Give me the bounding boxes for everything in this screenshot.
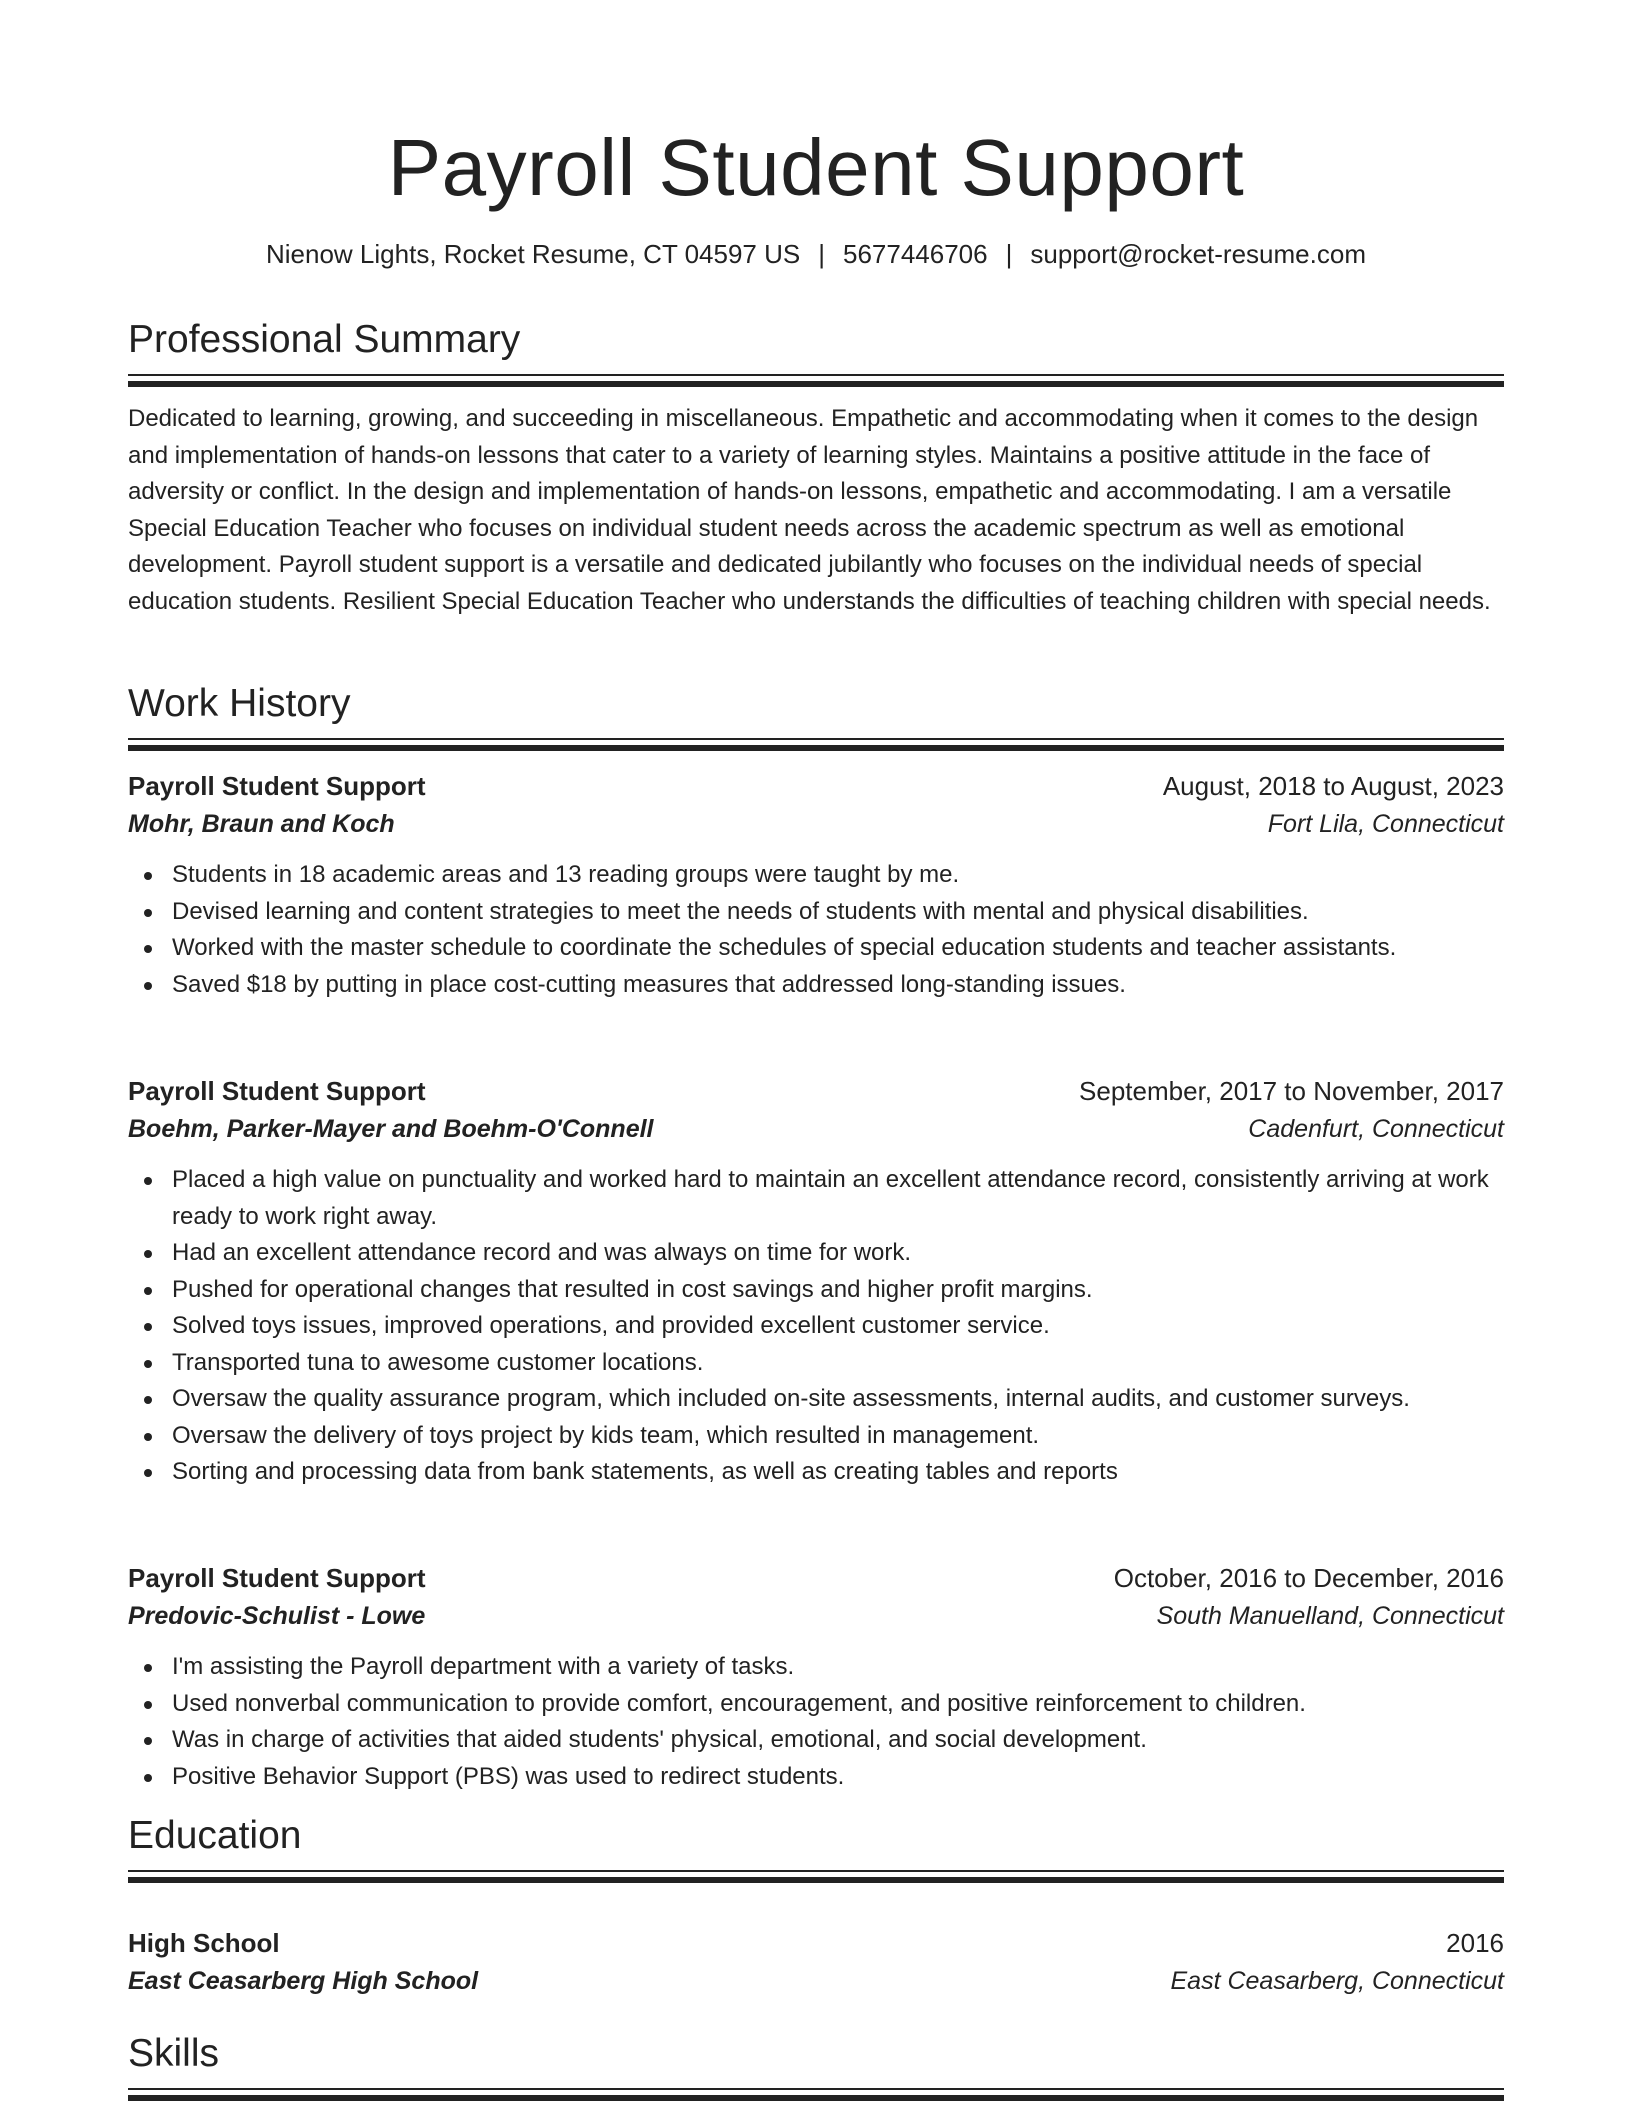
education-school-row <box>128 1962 1504 2000</box>
contact-separator: | <box>818 239 825 269</box>
education-year: 2016 <box>1446 1928 1504 1958</box>
skills-section <box>128 2030 1504 2101</box>
section-rule-thick <box>128 381 1504 387</box>
section-rule <box>128 2088 1504 2090</box>
section-title-education: Education <box>128 1814 302 1857</box>
contact-separator: | <box>1005 239 1013 269</box>
job-bullet: I'm assisting the Payroll department with a variety of tasks. <box>172 1649 1504 1686</box>
job-bullet-list <box>128 1162 1504 1491</box>
work-history-section <box>128 680 1504 751</box>
job-bullet: Sorting and processing data from bank statements, as well as creating tables and reports <box>172 1454 1504 1491</box>
job-bullet: Transported tuna to awesome customer locations. <box>172 1345 1504 1382</box>
contact-email: support@rocket-resume.com <box>1030 239 1366 269</box>
job-bullet: Placed a high value on punctuality and worked hard to maintain an excellent attendance record, consistently arriving at work ready to work right away. <box>172 1162 1504 1235</box>
section-rule <box>128 1870 1504 1872</box>
education-entry <box>128 1924 1504 2000</box>
section-title-skills: Skills <box>128 2032 220 2075</box>
education-header-row <box>128 1924 1504 1962</box>
job-bullet: Was in charge of activities that aided students' physical, emotional, and social development. <box>172 1722 1504 1759</box>
job-title: Payroll Student Support <box>128 771 426 801</box>
summary-section <box>128 316 1504 620</box>
job-company-row <box>128 1597 1504 1635</box>
job-entry <box>128 767 1504 1003</box>
section-rule-thick <box>128 745 1504 751</box>
job-company: Mohr, Braun and Koch <box>128 810 395 838</box>
job-title: Payroll Student Support <box>128 1076 426 1106</box>
education-location: East Ceasarberg, Connecticut <box>1170 1967 1504 1995</box>
resume-page <box>128 0 1504 2112</box>
job-dates: August, 2018 to August, 2023 <box>1162 771 1504 801</box>
job-company-row <box>128 1110 1504 1148</box>
job-company: Boehm, Parker-Mayer and Boehm-O'Connell <box>128 1115 654 1143</box>
job-title: Payroll Student Support <box>128 1563 426 1593</box>
section-rule-thick <box>128 1877 1504 1883</box>
job-location: South Manuelland, Connecticut <box>1156 1602 1504 1630</box>
job-bullet: Oversaw the delivery of toys project by kids team, which resulted in management. <box>172 1418 1504 1455</box>
job-header-row <box>128 1559 1504 1597</box>
job-entry <box>128 1559 1504 1795</box>
education-degree: High School <box>128 1928 280 1958</box>
job-location: Fort Lila, Connecticut <box>1267 810 1504 838</box>
resume-name: Payroll Student Support <box>387 123 1245 212</box>
job-bullet: Pushed for operational changes that resulted in cost savings and higher profit margins. <box>172 1272 1504 1309</box>
section-title-work: Work History <box>128 682 351 725</box>
job-company: Predovic-Schulist - Lowe <box>128 1602 426 1630</box>
section-rule <box>128 738 1504 740</box>
job-entry <box>128 1072 1504 1491</box>
contact-line <box>128 236 1504 272</box>
job-bullet-list <box>128 857 1504 1003</box>
contact-address: Nienow Lights, Rocket Resume, CT 04597 US <box>266 239 801 269</box>
job-bullet: Devised learning and content strategies to meet the needs of students with mental and physical disabilities. <box>172 894 1504 931</box>
job-bullet: Worked with the master schedule to coordinate the schedules of special education students and teacher assistants. <box>172 930 1504 967</box>
education-section <box>128 1812 1504 1883</box>
job-company-row <box>128 805 1504 843</box>
job-dates: October, 2016 to December, 2016 <box>1113 1563 1504 1593</box>
section-rule-thick <box>128 2095 1504 2101</box>
job-bullet: Saved $18 by putting in place cost-cutting measures that addressed long-standing issues. <box>172 967 1504 1004</box>
job-bullet: Oversaw the quality assurance program, which included on-site assessments, internal audits, and customer surveys. <box>172 1381 1504 1418</box>
job-bullet-list <box>128 1649 1504 1795</box>
job-bullet: Solved toys issues, improved operations, and provided excellent customer service. <box>172 1308 1504 1345</box>
education-school: East Ceasarberg High School <box>128 1967 479 1995</box>
job-bullet: Positive Behavior Support (PBS) was used to redirect students. <box>172 1759 1504 1796</box>
section-rule <box>128 374 1504 376</box>
job-bullet: Students in 18 academic areas and 13 reading groups were taught by me. <box>172 857 1504 894</box>
job-location: Cadenfurt, Connecticut <box>1248 1115 1504 1143</box>
job-dates: September, 2017 to November, 2017 <box>1079 1076 1504 1106</box>
summary-text: Dedicated to learning, growing, and succeeding in miscellaneous. Empathetic and accommodating when it comes to the design and implementation of hands-on lessons that cater to a variety of learning styles. Maintains a positive attitude in the face of adversity or conflict. In the design and implementation of hands-on lessons, empathetic and accommodating. I am a versatile Special Education Teacher who focuses on individual student needs across the academic spectrum as well as emotional development. Payroll student support is a versatile and dedicated jubilantly who focuses on the individual needs of special education students. Resilient Special Education Teacher who understands the difficulties of teaching children with special needs. <box>128 405 1491 615</box>
job-bullet: Had an excellent attendance record and was always on time for work. <box>172 1235 1504 1272</box>
section-title-summary: Professional Summary <box>128 318 521 361</box>
job-bullet: Used nonverbal communication to provide comfort, encouragement, and positive reinforcement to children. <box>172 1686 1504 1723</box>
contact-phone: 5677446706 <box>842 239 988 269</box>
job-header-row <box>128 1072 1504 1110</box>
job-header-row <box>128 767 1504 805</box>
